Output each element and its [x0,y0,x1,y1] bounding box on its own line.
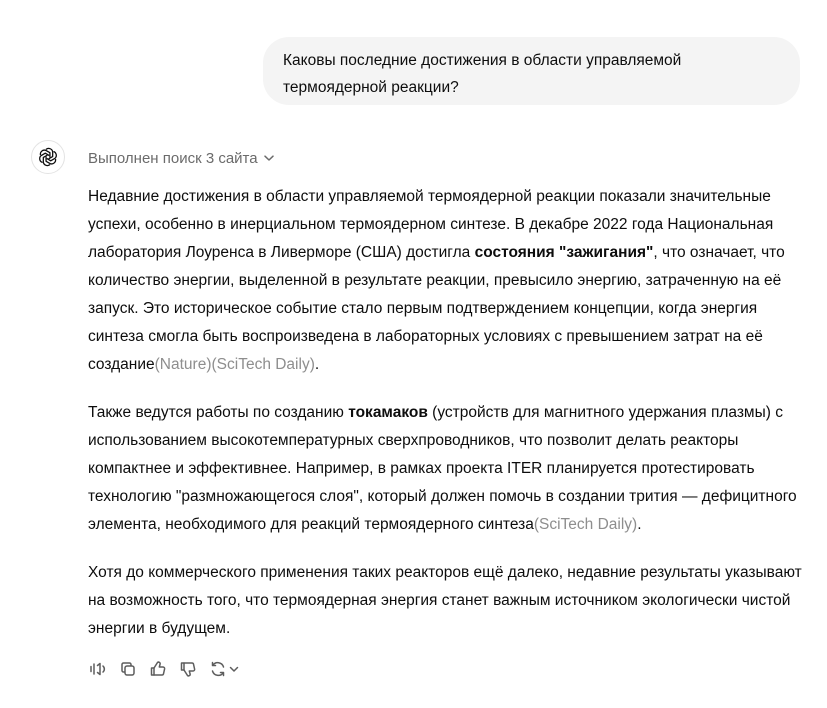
copy-button[interactable] [118,657,138,681]
search-sources-toggle[interactable] [88,147,276,169]
citation-link-nature[interactable]: (Nature) [154,356,212,373]
user-message-bubble [263,37,800,105]
p2-bold-tokamaks: токамаков [348,404,428,421]
message-actions [88,657,240,681]
copy-icon [118,659,138,679]
assistant-avatar [31,140,65,174]
p1-text-3: . [314,356,320,373]
citation-link-scitech[interactable]: (SciTech Daily) [533,516,638,533]
chevron-down-icon [228,662,240,676]
p3-text-1: Хотя до коммерческого применения таких реакторов ещё далеко, недавние результаты указывают на возможность того, что термоядерная энергия станет важным источником экологически чистой энергии в будущем. [88,564,802,637]
regenerate-icon [208,659,228,679]
openai-logo-icon [37,146,59,168]
p2-text-3: . [637,516,642,533]
good-response-button[interactable] [148,657,168,681]
answer-paragraph-1 [88,183,803,379]
speaker-icon [88,659,108,679]
p1-text-2: , что означает, что количество энергии, выделенной в результате реакции, превысило энергию, затраченную на её запуск. Это историческое событие стало первым подтверждением концепции, когда энергия синтеза смогла быть воспроизведена в лабораторных условиях с превышением затрат на её создание [88,244,785,373]
chevron-down-icon [262,151,276,165]
p2-text-1: Также ведутся работы по созданию [88,404,349,421]
thumbs-down-icon [178,659,198,679]
regenerate-button[interactable] [208,659,240,679]
user-message-text: Каковы последние достижения в области управляемой термоядерной реакции? [283,52,682,96]
search-status-label: Выполнен поиск 3 сайта [88,149,258,167]
p2-text-2: (устройств для магнитного удержания плазмы) с использованием высокотемпературных сверхпроводников, что позволит делать реакторы компактнее и эффективнее. Например, в рамках проекта ITER планируется протестировать технологию "размножающегося слоя", который должен помочь в создании трития — дефицитного элемента, необходимого для реакций термоядерного синтеза [88,404,797,533]
assistant-answer [88,183,803,663]
citation-link-scitech[interactable]: (SciTech Daily) [211,356,315,373]
bad-response-button[interactable] [178,657,198,681]
answer-paragraph-2 [88,399,803,539]
thumbs-up-icon [148,659,168,679]
p1-text-1: Недавние достижения в области управляемой термоядерной реакции показали значительные успехи, особенно в инерциальном термоядерном синтезе. В декабре 2022 года Национальная лаборатория Лоуренса в Ливерморе (США) достигла [88,188,774,261]
answer-paragraph-3 [88,559,803,643]
p1-bold-ignition: состояния "зажигания" [474,244,654,261]
read-aloud-button[interactable] [88,657,108,681]
